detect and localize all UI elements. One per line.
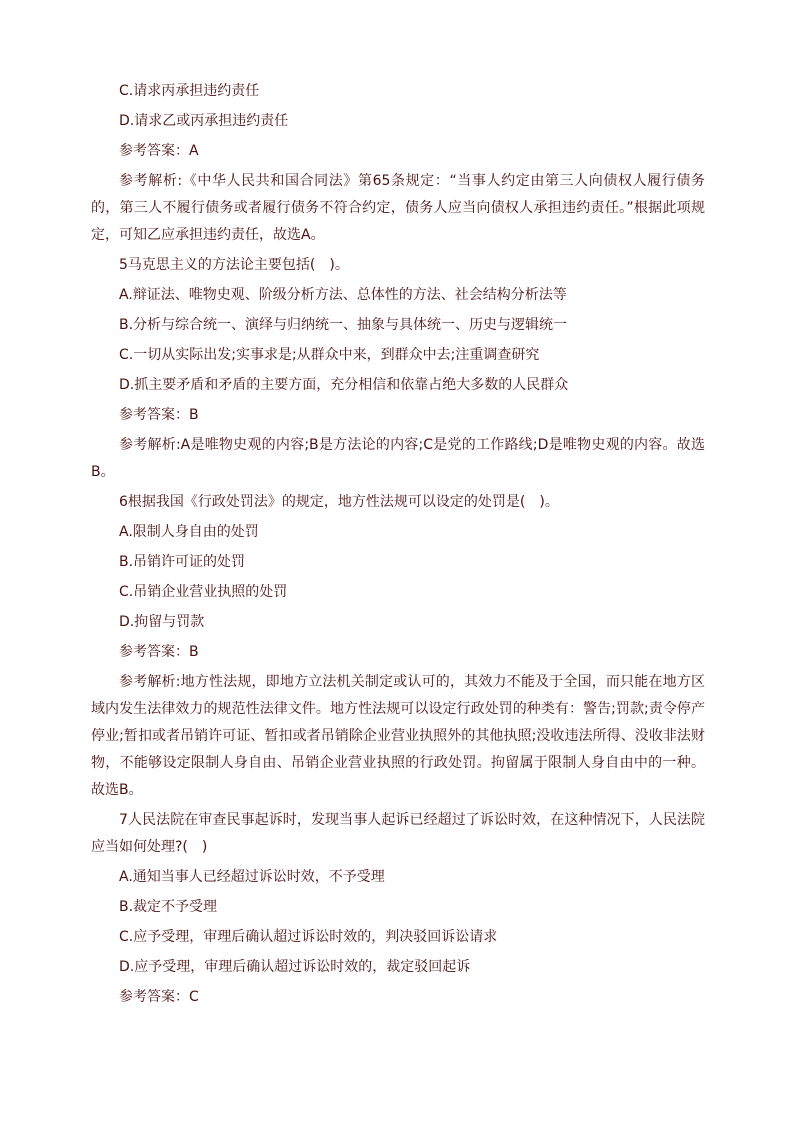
option-line: D.应予受理，审理后确认超过诉讼时效的，裁定驳回起诉 — [119, 959, 471, 975]
answer-line: 参考答案：B — [119, 644, 199, 660]
option-line: B.吊销许可证的处罚 — [119, 554, 246, 570]
option-line: C.一切从实际出发;实事求是;从群众中来，到群众中去;注重调查研究 — [119, 347, 540, 363]
option-line: C.吊销企业营业执照的处罚 — [119, 584, 288, 600]
question-paragraph: 5马克思主义的方法论主要包括( )。 — [119, 257, 349, 273]
option-line: A.通知当事人已经超过诉讼时效，不予受理 — [119, 869, 385, 885]
answer-line: 参考答案：B — [119, 407, 199, 423]
option-line: A.辩证法、唯物史观、阶级分析方法、总体性的方法、社会结构分析法等 — [119, 287, 567, 303]
answer-line: 参考答案：C — [119, 989, 199, 1005]
answer-line: 参考答案：A — [119, 143, 199, 159]
option-line: B.裁定不予受理 — [119, 899, 218, 915]
option-line: C.应予受理，审理后确认超过诉讼时效的，判决驳回诉讼请求 — [119, 929, 498, 945]
option-line: A.限制人身自由的处罚 — [119, 524, 259, 540]
explanation-paragraph: 参考解析:地方性法规，即地方立法机关制定或认可的，其效力不能及于全国，而只能在地方区域内发生法律效力的规范性法律文件。地方性法规可以设定行政处罚的种类有：警告;罚款;责令停产停业;暂扣或者吊销许可证、暂扣或者吊销除企业营业执照外的其他执照;没收违法所得、没收非法财物，不能够设定限制人身自由、吊销企业营业执照的行政处罚。拘留属于限制人身自由中的一种。故选B。 — [91, 674, 705, 798]
option-line: D.抓主要矛盾和矛盾的主要方面，充分相信和依靠占绝大多数的人民群众 — [119, 377, 569, 393]
option-line: D.拘留与罚款 — [119, 614, 205, 630]
option-line: D.请求乙或丙承担违约责任 — [119, 113, 289, 129]
explanation-paragraph: 参考解析:《中华人民共和国合同法》第65条规定：“当事人约定由第三人向债权人履行债务的，第三人不履行债务或者履行债务不符合约定，债务人应当向债权人承担违约责任。”根据此项规定，可知乙应承担违约责任，故选A。 — [91, 173, 705, 243]
option-line: C.请求丙承担违约责任 — [119, 83, 260, 99]
question-paragraph: 7人民法院在审查民事起诉时，发现当事人起诉已经超过了诉讼时效，在这种情况下，人民法院应当如何处理?( ) — [91, 812, 705, 855]
question-paragraph: 6根据我国《行政处罚法》的规定，地方性法规可以设定的处罚是( )。 — [119, 494, 559, 510]
explanation-paragraph: 参考解析:A是唯物史观的内容;B是方法论的内容;C是党的工作路线;D是唯物史观的内容。故选B。 — [91, 437, 705, 480]
document-page — [91, 78, 705, 1014]
option-line: B.分析与综合统一、演绎与归纳统一、抽象与具体统一、历史与逻辑统一 — [119, 317, 568, 333]
